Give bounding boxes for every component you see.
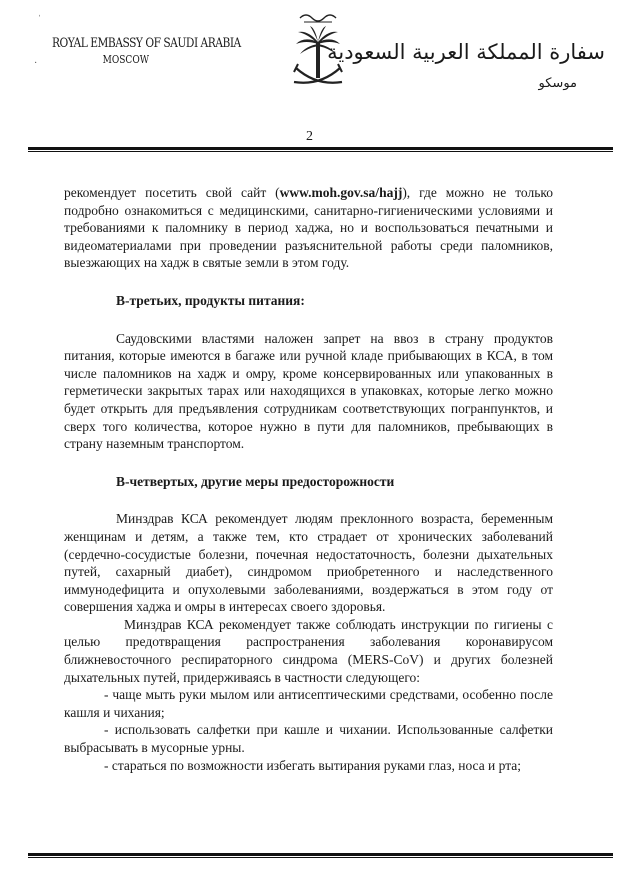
paragraph-text: рекомендует посетить свой сайт ( (64, 185, 280, 200)
paragraph-text: ), где можно не только подробно ознакомиться с медицинскими, санитарно-гигиеническими условиями и требованиями к паломнику в период хаджа, но и воспользоваться печатными и видеоматериалами при проведении разъяснительной работы среди паломников, выезжающих на хадж в святые земли в этом году. (64, 185, 553, 271)
list-item-avoid-touching-face: - стараться по возможности избегать вытирания руками глаз, носа и рта; (104, 757, 522, 773)
header-rule (28, 147, 613, 150)
header-rule-thin (28, 151, 613, 152)
paragraph-risk-groups: Минздрав КСА рекомендует людям преклонного возраста, беременным женщинам и детям, а также тем, кто страдает от хронических заболеваний (сердечно-сосудистые болезни, почечная недостаточность, болезни дыхательных путей, сахарный диабет), синдромом приобретенного и наследственного иммунодефицита и опухолевыми заболеваниями, воздержаться в этом году от совершения хаджа и омры в интересах своего здоровья. (64, 511, 553, 615)
paragraph-food-ban: Саудовскими властями наложен запрет на ввоз в страну продуктов питания, которые имеются в багаже или ручной кладе прибывающих в КСА, в том числе паломников на хадж и омру, кроме консервированных или упакованных в герметически закрытых тарах или находящихся в упаковках, которые легко можно будет открыть для предъявления сотрудникам соответствующих погранпунктов, и сверх того количества, которое нужно в пути для паломников, пребывающих в страну наземным транспортом. (64, 330, 553, 452)
letter-body (64, 184, 553, 774)
paragraph-health-ministry-site (64, 184, 553, 272)
section-heading-food: В-третьих, продукты питания: (116, 292, 305, 308)
embassy-name-latin (52, 36, 241, 68)
embassy-name-arabic-line1: سفارة المملكة العربية السعودية (327, 40, 605, 64)
scan-speck: · (34, 58, 38, 69)
list-item-use-tissues: - использовать салфетки при кашле и чихании. Использованные салфетки выбрасывать в мусорные урны. (64, 722, 553, 756)
embassy-name-arabic (327, 40, 605, 100)
section-heading-precautions: В-четвертых, другие меры предосторожности (116, 473, 395, 489)
embassy-city-arabic: موسكو (538, 76, 577, 91)
scan-speck: ˈ (38, 14, 42, 25)
paragraph-hygiene-instructions: Минздрав КСА рекомендует также соблюдать инструкции по гигиены с целью предотвращения распространения заболевания коронавирусом ближневосточного респираторного синдрома (MERS-CoV) и других болезней дыхательных путей, придерживаясь в частности следующего: (64, 616, 553, 685)
embassy-name-line1: ROYAL EMBASSY OF SAUDI ARABIA (52, 36, 241, 51)
footer-rule (28, 853, 613, 856)
ministry-website-link: www.moh.gov.sa/hajj (279, 185, 403, 200)
embassy-city-line: MOSCOW (102, 53, 149, 66)
list-item-wash-hands: - чаще мыть руки мылом или антисептическими средствами, особенно после кашля и чихания; (64, 687, 553, 720)
page-number: 2 (306, 129, 313, 144)
footer-rule-thin (28, 857, 613, 858)
